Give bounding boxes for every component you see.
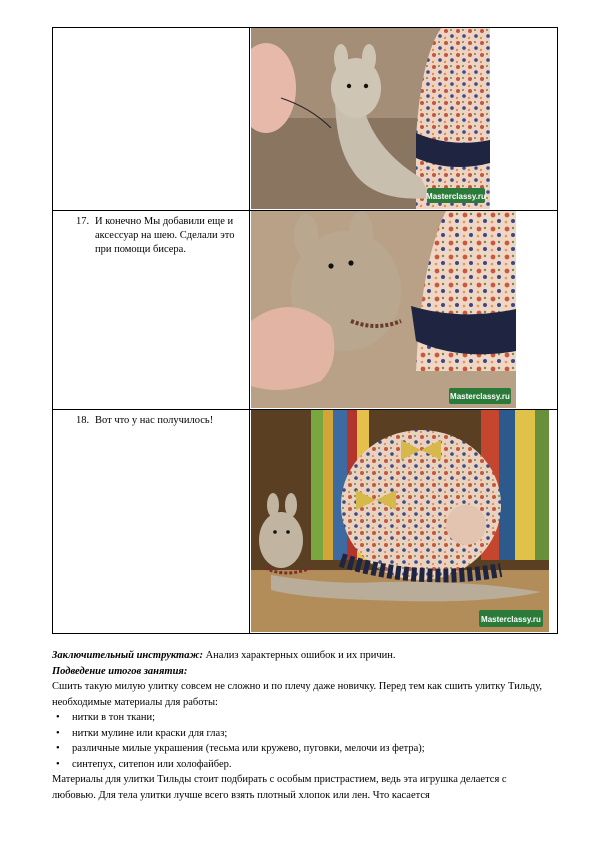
step-photo-cell xyxy=(250,28,558,211)
step-number: 18. xyxy=(76,415,90,426)
material-text: нитки в тон ткани; xyxy=(72,712,156,723)
list-item: • различные милые украшения (тесьма или кружево, пуговки, мелочи из фетра); xyxy=(56,743,425,754)
briefing-label: Заключительный инструктаж: xyxy=(52,650,203,661)
table-row xyxy=(53,211,558,410)
material-text: синтепух, ситепон или холофайбер. xyxy=(72,758,232,770)
step-text-cell xyxy=(53,211,250,410)
materials-list xyxy=(52,710,552,772)
steps-table xyxy=(52,27,558,634)
table-row xyxy=(53,28,558,211)
table-row xyxy=(53,410,558,634)
intro-paragraph: Сшить такую милую улитку совсем не сложно и по плечу даже новичку. Перед тем как сшить улитку Тильду, необходимые материалы для работы: xyxy=(52,681,543,708)
material-text: нитки мулине или краски для глаз; xyxy=(72,727,228,739)
outro-paragraph: Материалы для улитки Тильды стоит подбирать с особым пристрастием, ведь эта игрушка делается с любовью. Для тела улитки лучше всего взять плотный хлопок или лен. Что касается xyxy=(52,774,507,801)
photo-finished-snail xyxy=(251,410,549,632)
step-description: И конечно Мы добавили еще и аксессуар на шею. Сделали это при помощи бисера. xyxy=(95,216,235,255)
photo-snail-sewing xyxy=(251,28,490,209)
watermark: Masterclassy.ru xyxy=(481,615,541,624)
conclusion-section xyxy=(52,648,552,803)
material-text: различные милые украшения (тесьма или кружево, пуговки, мелочи из фетра); xyxy=(72,743,425,754)
watermark: Masterclassy.ru xyxy=(426,192,486,201)
photo-snail-necklace xyxy=(251,211,516,408)
list-item: • нитки в тон ткани; xyxy=(56,712,156,723)
summary-heading xyxy=(52,664,552,680)
summary-label: Подведение итогов занятия: xyxy=(52,665,188,677)
list-item: • синтепух, ситепон или холофайбер. xyxy=(56,758,232,770)
watermark: Masterclassy.ru xyxy=(450,392,510,401)
step-number: 17. xyxy=(76,216,90,227)
step-photo-cell xyxy=(250,211,558,410)
step-text-cell xyxy=(53,410,250,634)
briefing-line xyxy=(52,648,552,664)
step-photo-cell xyxy=(250,410,558,634)
step-description: Вот что у нас получилось! xyxy=(95,415,214,426)
step-text-cell xyxy=(53,28,250,211)
briefing-text: Анализ характерных ошибок и их причин. xyxy=(202,650,396,661)
list-item: • нитки мулине или краски для глаз; xyxy=(56,727,228,739)
